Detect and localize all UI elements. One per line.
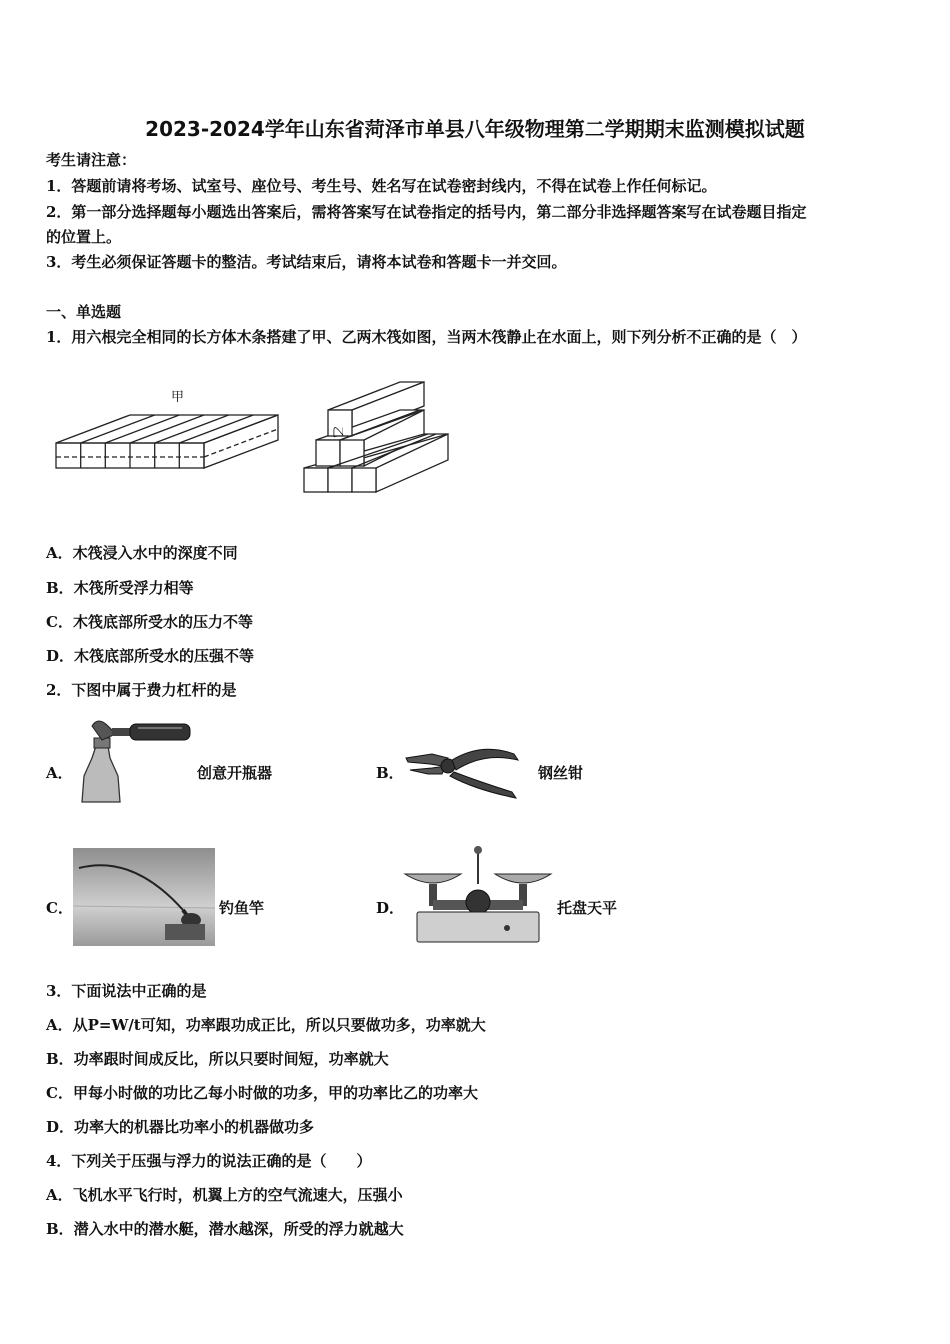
notice-item: 3．考生必须保证答题卡的整洁。考试结束后，请将本试卷和答题卡一并交回。 bbox=[46, 253, 567, 271]
question-1-stem: 1．用六根完全相同的长方体木条搭建了甲、乙两木筏如图，当两木筏静止在水面上，则下列分析不正确的是（ ） bbox=[46, 328, 807, 346]
q2-option-d-label: 托盘天平 bbox=[557, 899, 618, 917]
raft-jia-label: 甲 bbox=[171, 390, 185, 405]
notice-heading: 考生请注意： bbox=[46, 151, 137, 169]
q4-option-a: A．飞机水平飞行时，机翼上方的空气流速大，压强小 bbox=[46, 1186, 403, 1204]
q2-option-b-label: 钢丝钳 bbox=[538, 764, 584, 782]
notice-item: 1．答题前请将考场、试室号、座位号、考生号、姓名写在试卷密封线内，不得在试卷上作任何标记。 bbox=[46, 177, 717, 195]
q2-option-a-letter: A． bbox=[46, 764, 73, 782]
q2-option-a-label: 创意开瓶器 bbox=[197, 764, 273, 782]
raft-yi-figure bbox=[300, 378, 455, 496]
balance-scale-image bbox=[403, 844, 553, 946]
page-title: 2023-2024学年山东省菏泽市单县八年级物理第二学期期末监测模拟试题 bbox=[145, 117, 805, 141]
q2-option-c-letter: C． bbox=[46, 899, 73, 917]
pliers-image bbox=[402, 740, 524, 802]
q4-option-b: B．潜入水中的潜水艇，潜水越深，所受的浮力就越大 bbox=[46, 1220, 404, 1238]
fishing-rod-image bbox=[73, 848, 215, 946]
raft-yi-label: 乙 bbox=[331, 425, 346, 439]
q2-option-d-letter: D． bbox=[376, 899, 405, 917]
section-heading: 一、单选题 bbox=[46, 303, 122, 321]
q2-option-c-label: 钓鱼竿 bbox=[219, 899, 265, 917]
raft-jia-figure bbox=[52, 385, 284, 473]
q2-option-b-letter: B． bbox=[376, 764, 404, 782]
bottle-opener-image bbox=[78, 716, 193, 806]
notice-item: 的位置上。 bbox=[46, 228, 122, 246]
notice-item: 2．第一部分选择题每小题选出答案后，需将答案写在试卷指定的括号内，第二部分非选择题答案写在试卷题目指定 bbox=[46, 203, 807, 221]
question-3-stem: 3．下面说法中正确的是 bbox=[46, 982, 207, 1000]
q1-option-c: C．木筏底部所受水的压力不等 bbox=[46, 613, 253, 631]
q3-option-b: B．功率跟时间成反比，所以只要时间短，功率就大 bbox=[46, 1050, 389, 1068]
question-4-stem: 4．下列关于压强与浮力的说法正确的是（ ） bbox=[46, 1152, 372, 1170]
q1-option-b: B．木筏所受浮力相等 bbox=[46, 579, 194, 597]
q3-option-a: A．从P=W/t可知，功率跟功成正比，所以只要做功多，功率就大 bbox=[46, 1016, 486, 1034]
q1-option-d: D．木筏底部所受水的压强不等 bbox=[46, 647, 255, 665]
question-2-stem: 2．下图中属于费力杠杆的是 bbox=[46, 681, 237, 699]
q1-option-a: A．木筏浸入水中的深度不同 bbox=[46, 544, 238, 562]
q3-option-c: C．甲每小时做的功比乙每小时做的功多，甲的功率比乙的功率大 bbox=[46, 1084, 478, 1102]
q3-option-d: D．功率大的机器比功率小的机器做功多 bbox=[46, 1118, 315, 1136]
